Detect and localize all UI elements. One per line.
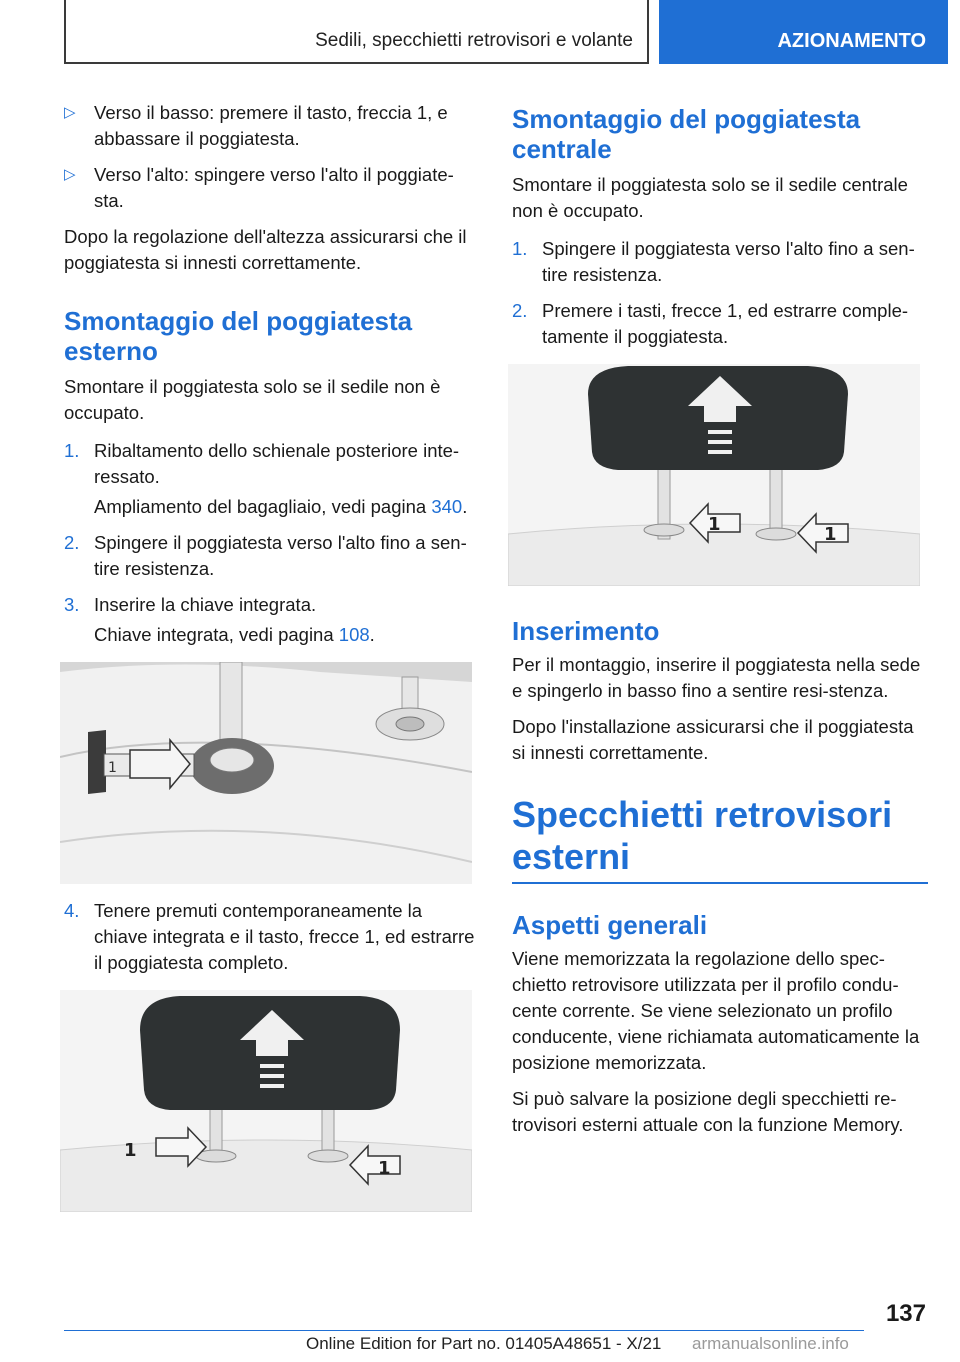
reference-end: .	[369, 624, 375, 645]
figure-callout: 1	[708, 514, 721, 535]
step-number: 2.	[512, 300, 528, 321]
watermark-text: armanualsonline.info	[692, 1334, 849, 1353]
step-item	[64, 530, 476, 582]
headrest-outer-illustration	[60, 990, 472, 1212]
step-item	[64, 592, 476, 618]
paragraph: Dopo la regolazione dell'altezza assicurarsi che il poggiatesta si innesti correttamente.	[64, 226, 467, 273]
header-title: Sedili, specchietti retrovisori e volante	[315, 30, 633, 51]
key-insertion-illustration	[60, 662, 472, 884]
step-number: 4.	[64, 900, 80, 921]
step-number: 1.	[64, 440, 80, 461]
paragraph: Dopo l'installazione assicurarsi che il poggiatesta si innesti correttamente.	[512, 716, 914, 763]
paragraph: Viene memorizzata la regolazione dello spec-chietto retrovisore utilizzata per il profilo condu-cente corrente. Se viene selezionato un profilo conducente, viene richiamata automaticamente la posizione memorizzata.	[512, 948, 920, 1073]
step-item	[512, 298, 928, 350]
left-column	[64, 100, 476, 1212]
step-item	[64, 898, 476, 976]
footer-divider	[64, 1330, 864, 1331]
figure-callout: 1	[824, 524, 837, 545]
figure-callout: 1	[378, 1158, 391, 1179]
step-item	[64, 438, 476, 490]
reference-text: Chiave integrata, vedi pagina	[94, 624, 339, 645]
step-reference	[64, 622, 476, 648]
section-tab[interactable]	[659, 0, 948, 64]
bullet-item	[64, 100, 476, 152]
bullet-text: Verso il basso: premere il tasto, freccia 1, e abbassare il poggiatesta.	[94, 102, 448, 149]
figure-key-insertion	[60, 662, 472, 884]
figure-headrest-central	[508, 364, 920, 586]
step-number: 1.	[512, 238, 528, 259]
step-text: Premere i tasti, frecce 1, ed estrarre comple-tamente il poggiatesta.	[542, 300, 909, 347]
reference-text: Ampliamento del bagagliaio, vedi pagina	[94, 496, 432, 517]
headrest-central-illustration	[508, 364, 920, 586]
step-text: Spingere il poggiatesta verso l'alto fino a sen-tire resistenza.	[94, 532, 467, 579]
header-title-box	[64, 0, 649, 64]
step-number: 2.	[64, 532, 80, 553]
bullet-triangle-icon: ▷	[64, 166, 76, 183]
step-item	[512, 236, 928, 288]
edition-text: Online Edition for Part no. 01405A48651 - X/21	[306, 1334, 662, 1353]
paragraph: Smontare il poggiatesta solo se il sedile non è occupato.	[64, 376, 441, 423]
paragraph: Si può salvare la posizione degli specchietti re-trovisori esterni attuale con la funzione Memory.	[512, 1088, 904, 1135]
section-heading: Smontaggio del poggiatesta centrale	[512, 104, 861, 164]
paragraph: Smontare il poggiatesta solo se il sedile centrale non è occupato.	[512, 174, 908, 221]
figure-headrest-outer	[60, 990, 472, 1212]
figure-callout: 1	[124, 1140, 137, 1161]
right-column	[512, 104, 928, 1138]
figure-callout: 1	[108, 760, 117, 776]
bullet-triangle-icon: ▷	[64, 104, 76, 121]
chapter-heading: Specchietti retrovisori esterni	[512, 794, 928, 884]
page-number: 137	[885, 1300, 926, 1327]
step-number: 3.	[64, 594, 80, 615]
step-text: Spingere il poggiatesta verso l'alto fino a sen-tire resistenza.	[542, 238, 915, 285]
paragraph: Per il montaggio, inserire il poggiatesta nella sede e spingerlo in basso fino a sentire resi-stenza.	[512, 654, 921, 701]
step-text: Ribaltamento dello schienale posteriore inte-ressato.	[94, 440, 460, 487]
bullet-item	[64, 162, 476, 214]
section-heading: Smontaggio del poggiatesta esterno	[64, 306, 413, 366]
page-link[interactable]: 108	[338, 624, 370, 645]
section-heading: Aspetti generali	[512, 910, 708, 940]
page-link[interactable]: 340	[431, 496, 463, 517]
bullet-text: Verso l'alto: spingere verso l'alto il poggiate-sta.	[94, 164, 454, 211]
section-heading: Inserimento	[512, 616, 660, 646]
reference-end: .	[462, 496, 468, 517]
section-label: AZIONAMENTO	[777, 30, 926, 52]
step-reference	[64, 494, 476, 520]
step-text: Inserire la chiave integrata.	[94, 594, 317, 615]
step-text: Tenere premuti contemporaneamente la chiave integrata e il tasto, frecce 1, ed estrarre il poggiatesta completo.	[94, 900, 475, 973]
